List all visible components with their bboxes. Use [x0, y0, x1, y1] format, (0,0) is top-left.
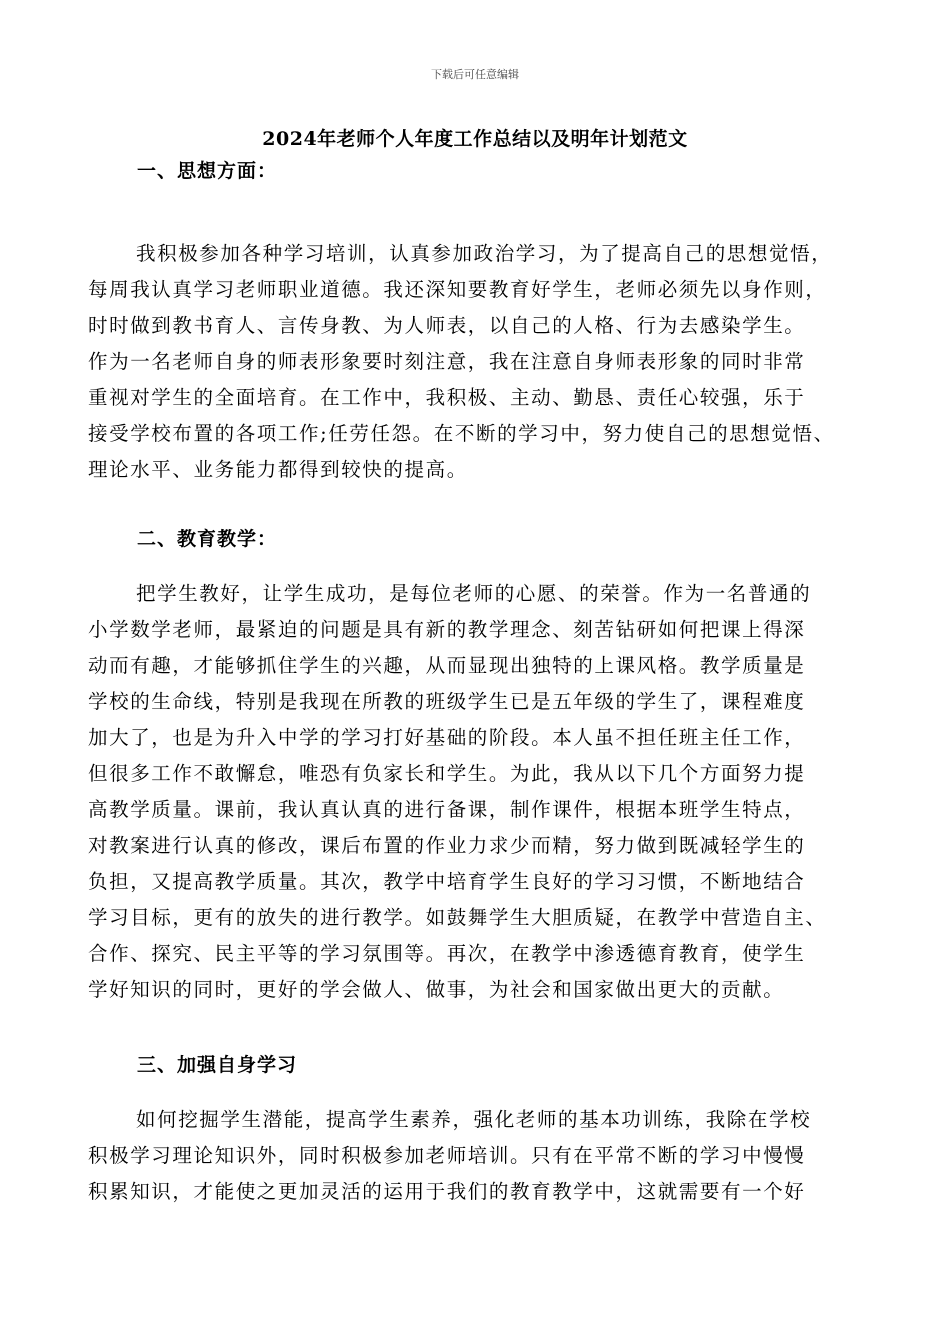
paragraph-line: 但很多工作不敢懈怠，唯恐有负家长和学生。为此，我从以下几个方面努力提 — [88, 762, 806, 785]
paragraph-line: 学习目标，更有的放失的进行教学。如鼓舞学生大胆质疑，在教学中营造自主、 — [88, 906, 827, 929]
paragraph-line: 加大了，也是为升入中学的学习打好基础的阶段。本人虽不担任班主任工作， — [88, 726, 806, 749]
section-paragraph-3 — [88, 1102, 868, 1210]
paragraph-line: 合作、探究、民主平等的学习氛围等。再次，在教学中渗透德育教育，使学生 — [88, 942, 806, 965]
paragraph-line: 动而有趣，才能够抓住学生的兴趣，从而显现出独特的上课风格。教学质量是 — [88, 654, 806, 677]
section-paragraph-1 — [88, 236, 868, 488]
paragraph-line: 我积极参加各种学习培训，认真参加政治学习，为了提高自己的思想觉悟， — [136, 242, 833, 265]
paragraph-line: 学校的生命线，特别是我现在所教的班级学生已是五年级的学生了，课程难度 — [88, 690, 806, 713]
paragraph-line: 如何挖掘学生潜能，提高学生素养，强化老师的基本功训练，我除在学校 — [136, 1108, 812, 1131]
paragraph-line: 小学数学老师，最紧迫的问题是具有新的教学理念、刻苦钻研如何把课上得深 — [88, 618, 806, 641]
header-note: 下载后可任意编辑 — [431, 68, 519, 81]
paragraph-line: 学好知识的同时，更好的学会做人、做事，为社会和国家做出更大的贡献。 — [88, 978, 785, 1001]
paragraph-line: 把学生教好，让学生成功，是每位老师的心愿、的荣誉。作为一名普通的 — [136, 582, 812, 605]
section-heading-2: 二、教育教学： — [137, 528, 278, 550]
paragraph-line: 重视对学生的全面培育。在工作中，我积极、主动、勤恳、责任心较强，乐于 — [88, 386, 806, 409]
paragraph-line: 负担，又提高教学质量。其次，教学中培育学生良好的学习习惯，不断地结合 — [88, 870, 806, 893]
paragraph-line: 接受学校布置的各项工作;任劳任怨。在不断的学习中，努力使自己的思想觉悟、 — [88, 422, 835, 445]
paragraph-line: 每周我认真学习老师职业道德。我还深知要教育好学生，老师必须先以身作则， — [88, 278, 827, 301]
paragraph-line: 理论水平、业务能力都得到较快的提高。 — [88, 458, 468, 481]
section-heading-3: 三、加强自身学习 — [137, 1054, 298, 1076]
paragraph-line: 时时做到教书育人、言传身教、为人师表，以自己的人格、行为去感染学生。 — [88, 314, 806, 337]
paragraph-line: 作为一名老师自身的师表形象要时刻注意，我在注意自身师表形象的同时非常 — [88, 350, 806, 373]
paragraph-line: 积累知识，才能使之更加灵活的运用于我们的教育教学中，这就需要有一个好 — [88, 1180, 806, 1203]
paragraph-line: 对教案进行认真的修改，课后布置的作业力求少而精，努力做到既减轻学生的 — [88, 834, 806, 857]
section-heading-1: 一、思想方面： — [137, 160, 278, 182]
paragraph-line: 积极学习理论知识外，同时积极参加老师培训。只有在平常不断的学习中慢慢 — [88, 1144, 806, 1167]
document-title: 2024年老师个人年度工作总结以及明年计划范文 — [262, 128, 688, 150]
section-paragraph-2 — [88, 576, 868, 1008]
paragraph-line: 高教学质量。课前，我认真认真的进行备课，制作课件，根据本班学生特点， — [88, 798, 806, 821]
